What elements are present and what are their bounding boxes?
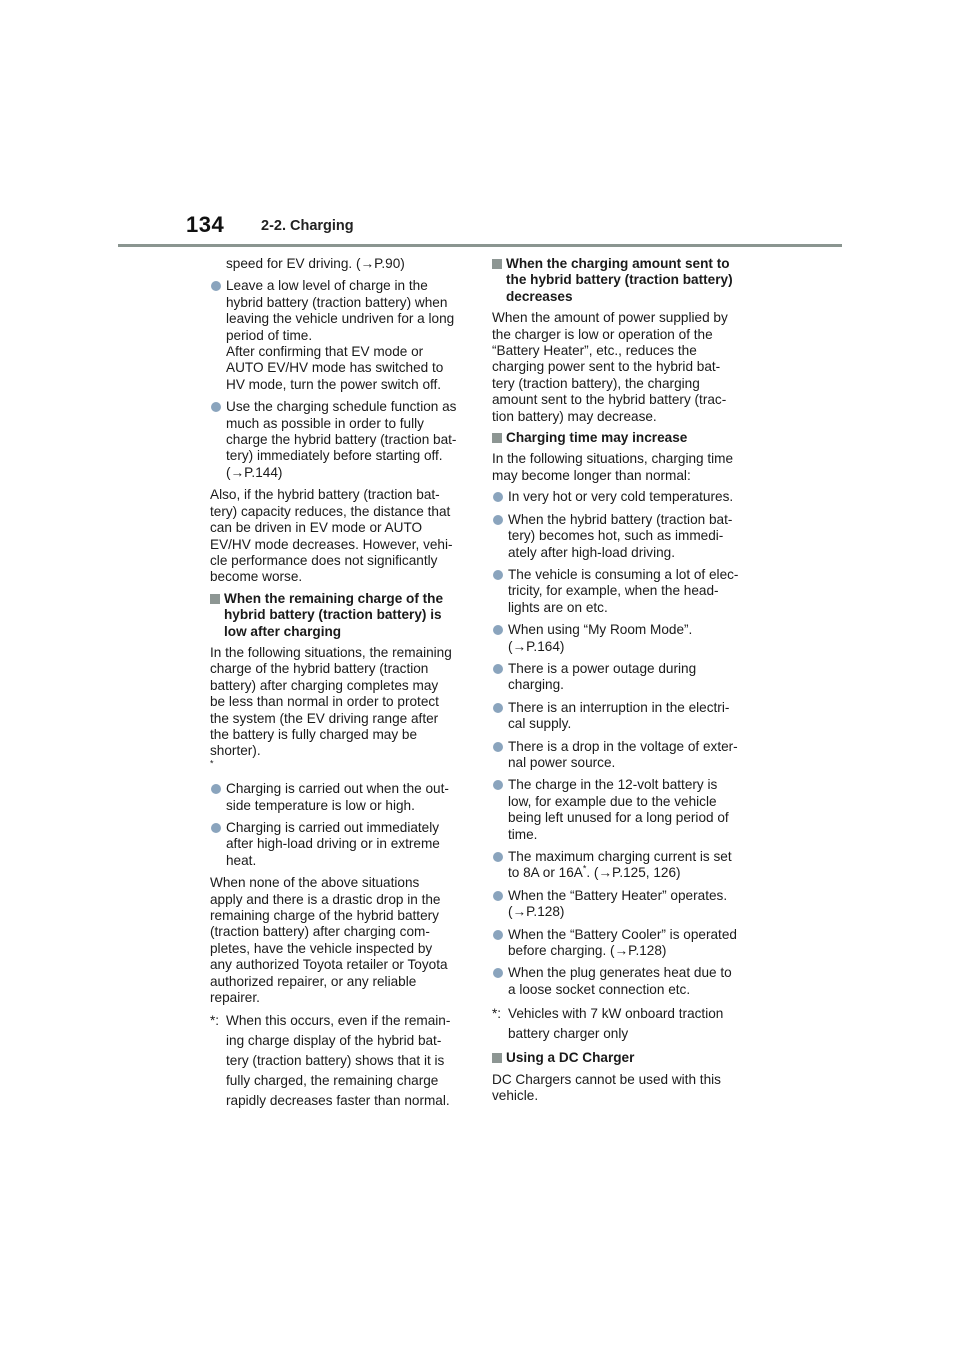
heading-dc-charger: Using a DC Charger <box>492 1050 750 1066</box>
header-divider <box>118 244 842 247</box>
bullet-dot-icon <box>493 852 503 862</box>
paragraph-amount-sent: When the amount of power supplied by the charger is low or operation of the “Battery Heater”, etc., reduces the charging power sent to the hybrid bat- tery (traction battery), the charging amount sent to the hybrid battery (trac- tion battery) may decrease. <box>492 310 728 424</box>
bullet-item: When the “Battery Heater” operates. (→P.128) <box>492 888 750 921</box>
bullet-item: There is a power outage during charging. <box>492 661 750 694</box>
bullet-item: The charge in the 12-volt battery is low, for example due to the vehicle being left unused for a long period of time. <box>492 777 750 843</box>
continued-text: speed for EV driving. (→P.90) <box>226 256 405 271</box>
bullet-dot-icon <box>493 742 503 752</box>
bullet-item: The vehicle is consuming a lot of elec- tricity, for example, when the head- lights are on etc. <box>492 567 750 616</box>
paragraph-charging-time: In the following situations, charging time may become longer than normal: <box>492 451 734 483</box>
bullet-item: Charging is carried out when the out- side temperature is low or high. <box>210 781 468 814</box>
bullet-item-max-current: The maximum charging current is set to 8A or 16A*. (→P.125, 126) <box>492 849 750 882</box>
bullet-item: There is an interruption in the electri- cal supply. <box>492 700 750 733</box>
bullet-dot-icon <box>211 784 221 794</box>
bullet-dot-icon <box>493 664 503 674</box>
paragraph-following: In the following situations, the remaining charge of the hybrid battery (traction battery) after charging completes may be less than normal in order to protect the system (the EV driving range after the battery is fully charged may be shorter). * <box>210 644 452 769</box>
footnote-marker: * <box>210 758 214 769</box>
footnote: *: Vehicles with 7 kW onboard traction battery charger only <box>492 1006 724 1042</box>
paragraph-none-apply: When none of the above situations apply and there is a drastic drop in the remaining charge of the hybrid battery (traction battery) after charging com- pletes, have the vehicle inspected by any authorized Toyota retailer or Toyota authorized repairer, or any reliable repairer. <box>210 875 448 1006</box>
bullet-item: Leave a low level of charge in the hybrid battery (traction battery) when leaving the vehicle undriven for a long period of time. After confirming that EV mode or AUTO EV/HV mode has switched to HV mode, turn the power switch off. <box>210 278 468 393</box>
heading-remaining-charge: When the remaining charge of the hybrid battery (traction battery) is low after charging <box>210 591 468 640</box>
heading-square-icon <box>492 433 502 443</box>
bullet-dot-icon <box>211 281 221 291</box>
heading-amount-sent: When the charging amount sent to the hybrid battery (traction battery) decreases <box>492 256 750 305</box>
paragraph-dc-charger: DC Chargers cannot be used with this vehicle. <box>492 1071 721 1104</box>
left-column <box>210 256 468 1117</box>
bullet-dot-icon <box>493 570 503 580</box>
bullet-dot-icon <box>493 780 503 790</box>
heading-charging-time: Charging time may increase <box>492 430 750 446</box>
heading-square-icon <box>492 259 502 269</box>
heading-square-icon <box>210 594 220 604</box>
bullet-dot-icon <box>493 703 503 713</box>
bullet-item: When the plug generates heat due to a loose socket connection etc. <box>492 965 750 998</box>
bullet-dot-icon <box>493 625 503 635</box>
page-header <box>0 0 960 250</box>
footnote: *: When this occurs, even if the remain- ing charge display of the hybrid bat- tery (traction battery) shows that it is fully charged, the remaining charge rapidly decreases faster than normal. <box>210 1013 451 1109</box>
footnote-mark: *: <box>210 1013 220 1029</box>
section-title: 2-2. Charging <box>261 218 354 234</box>
bullet-item: When the hybrid battery (traction bat- tery) becomes hot, such as immedi- ately after high-load driving. <box>492 512 750 561</box>
footnote-mark: *: <box>492 1006 502 1022</box>
page-number: 134 <box>186 212 225 237</box>
bullet-item: When using “My Room Mode”. (→P.164) <box>492 622 750 655</box>
bullet-item: In very hot or very cold temperatures. <box>492 489 750 505</box>
bullet-dot-icon <box>493 891 503 901</box>
paragraph-also: Also, if the hybrid battery (traction bat- tery) capacity reduces, the distance that can be driven in EV mode or AUTO EV/HV mode decreases. However, vehi- cle performance does not significantly become worse. <box>210 487 453 585</box>
bullet-dot-icon <box>493 930 503 940</box>
bullet-dot-icon <box>493 515 503 525</box>
bullet-dot-icon <box>493 492 503 502</box>
bullet-item: Charging is carried out immediately after high-load driving or in extreme heat. <box>210 820 468 869</box>
bullet-item: There is a drop in the voltage of exter- nal power source. <box>492 739 750 772</box>
bullet-dot-icon <box>211 402 221 412</box>
bullet-dot-icon <box>493 968 503 978</box>
footnote-marker: * <box>582 863 587 874</box>
bullet-dot-icon <box>211 823 221 833</box>
right-column <box>492 256 750 1109</box>
bullet-item: When the “Battery Cooler” is operated before charging. (→P.128) <box>492 927 750 960</box>
heading-square-icon <box>492 1053 502 1063</box>
bullet-item: Use the charging schedule function as much as possible in order to fully charge the hybrid battery (traction bat- tery) immediately before starting off. (→P.144) <box>210 399 468 481</box>
